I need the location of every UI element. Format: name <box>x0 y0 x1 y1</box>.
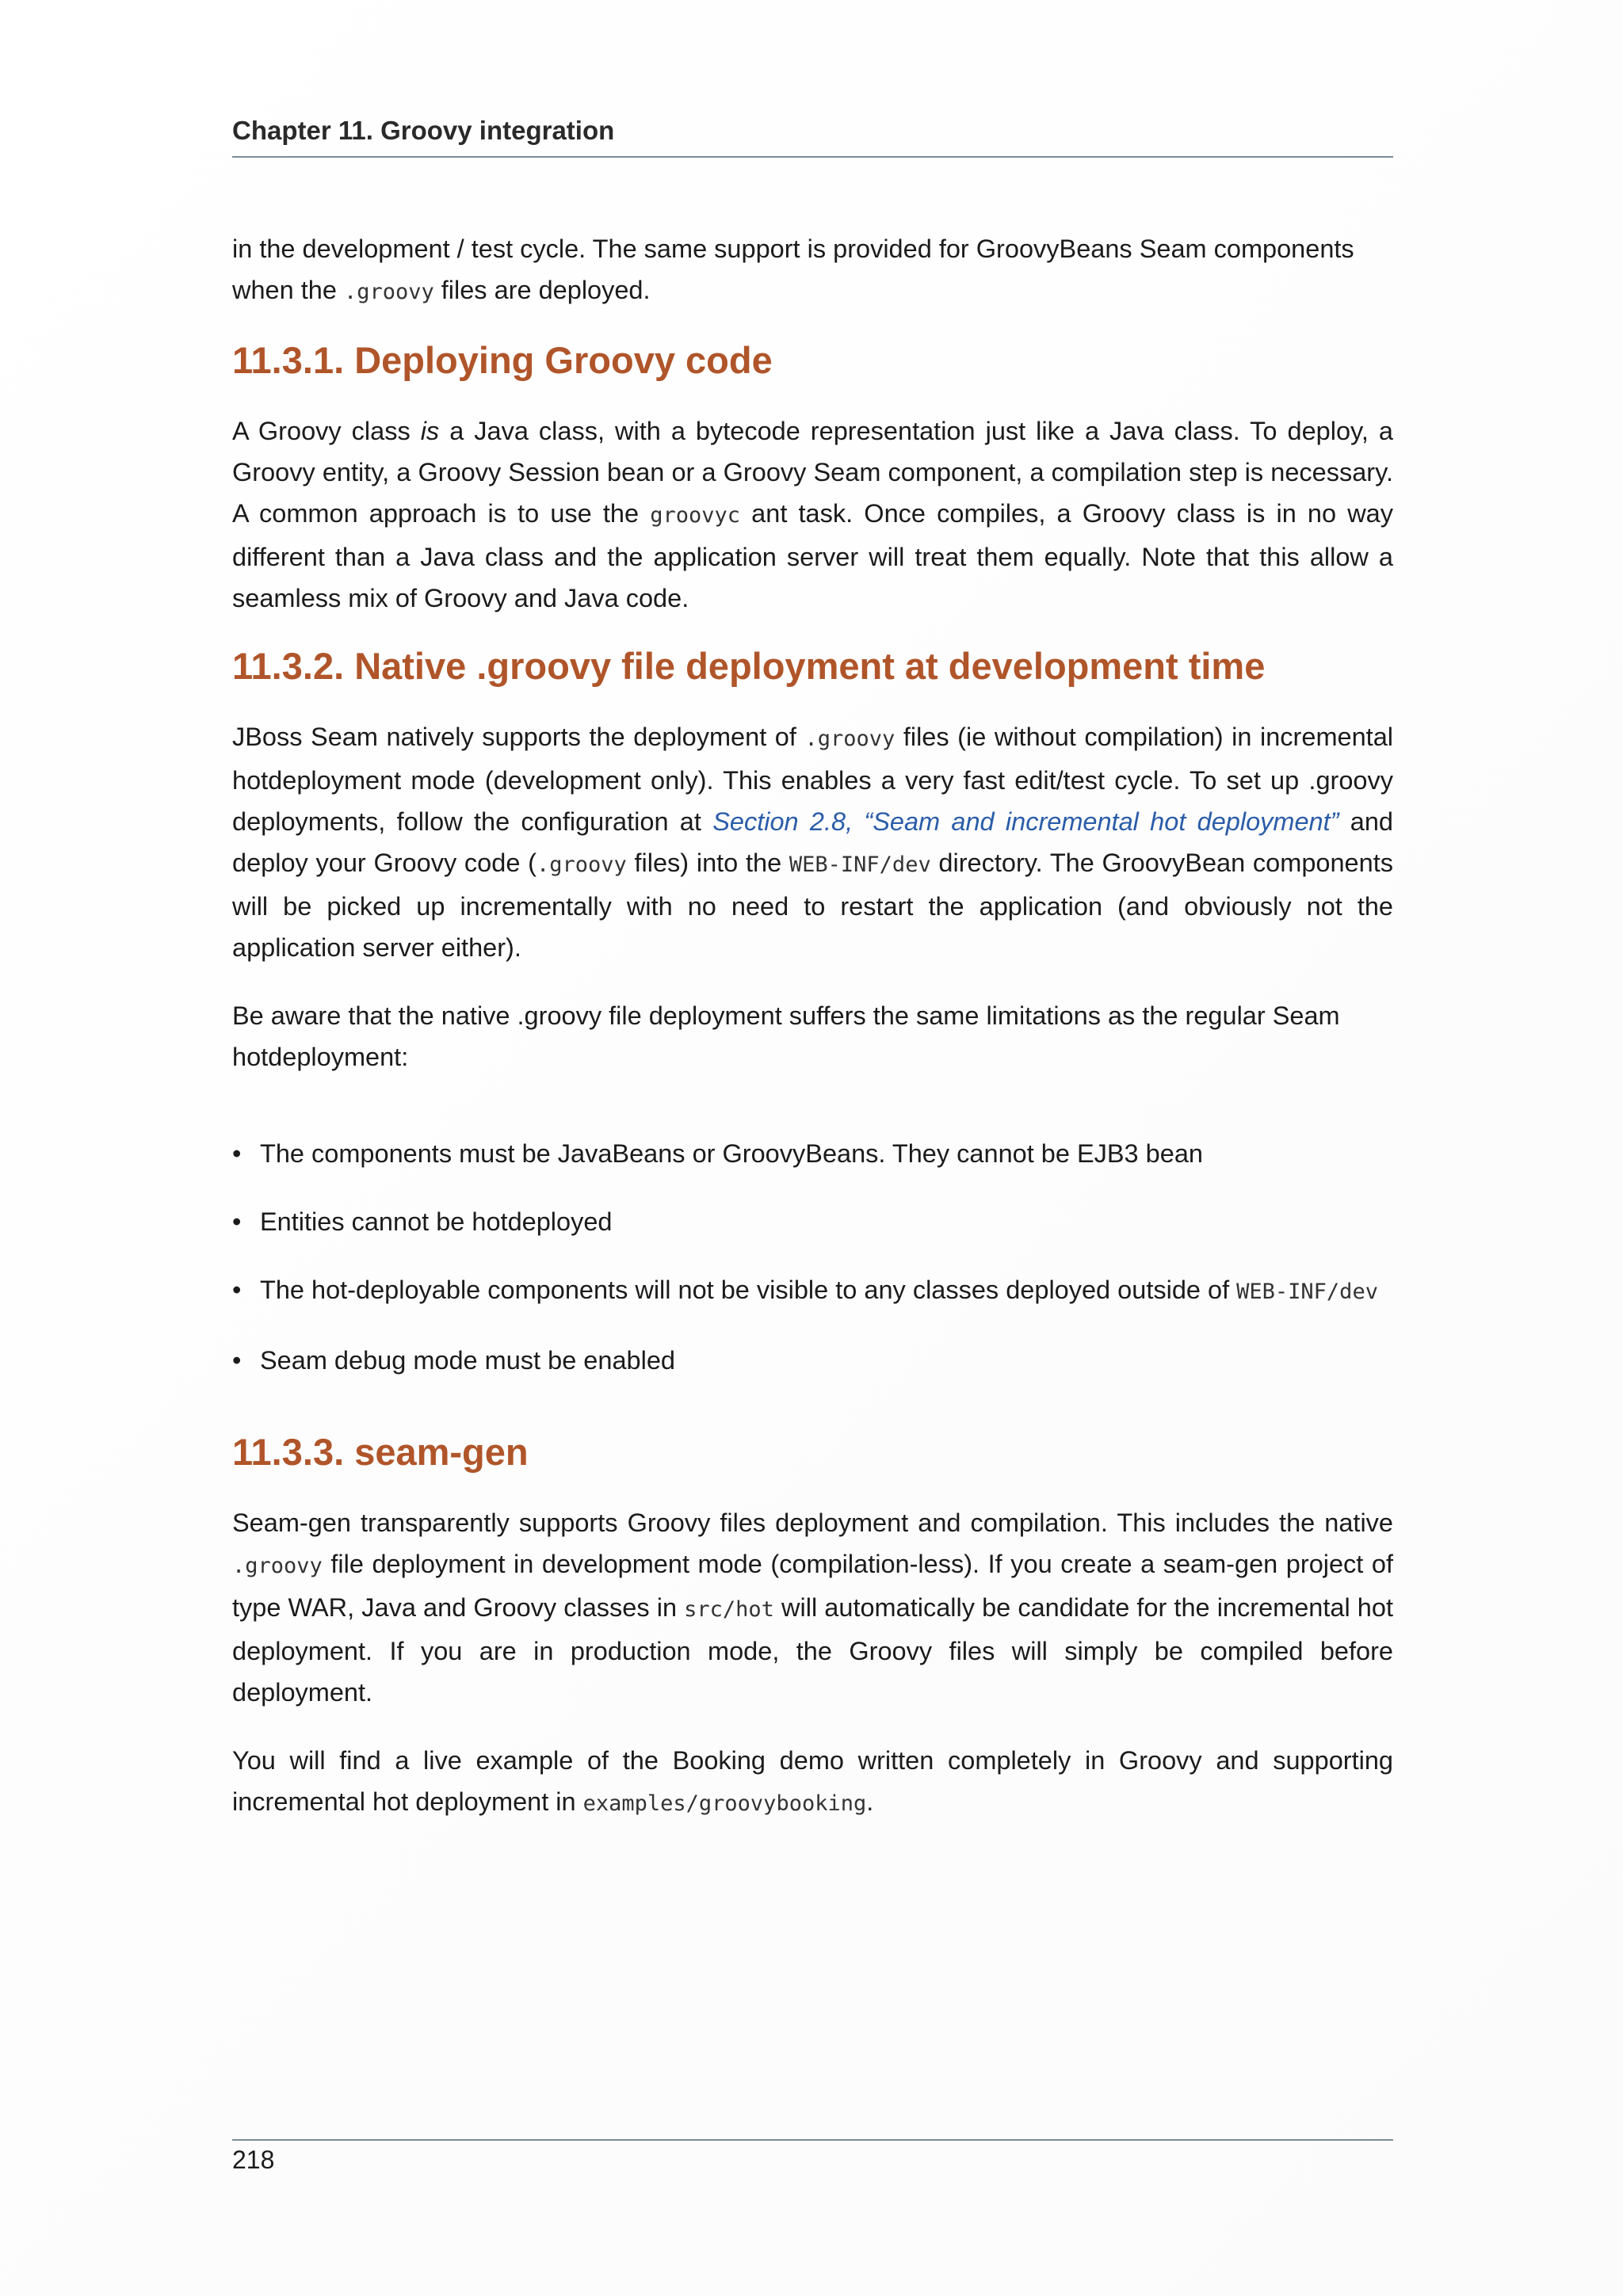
body-text: and deploy your Groovy code ( <box>232 807 1393 877</box>
list-item-text: The hot-deployable components will not be visible to any classes deployed outside of <box>260 1276 1237 1304</box>
chapter-header: Chapter 11. Groovy integration <box>232 116 615 145</box>
inline-code: WEB-INF/dev <box>1236 1280 1378 1304</box>
section-heading-native-groovy-deployment: 11.3.2. Native .groovy file deployment at development time <box>232 645 1266 687</box>
header-divider <box>232 156 1393 158</box>
list-item <box>232 1340 1393 1381</box>
section-2-paragraph-2: Be aware that the native .groovy file deployment suffers the same limitations as the regular Seam hotdeployment: <box>232 1001 1340 1071</box>
body-text: ant task. Once compiles, a Groovy class is in no way different than a Java class and the application server will treat them equally. Note that this allow a seamless mix of Groovy and Java code. <box>232 499 1394 612</box>
inline-code: .groovy <box>232 1554 323 1578</box>
body-text: files (ie without compilation) in incremental hotdeployment mode (development only). This enables a very fast edit/test cycle. To set up .groovy deployments, follow the configuration at <box>232 723 1393 836</box>
section-heading-deploying-groovy-code: 11.3.1. Deploying Groovy code <box>232 339 773 381</box>
intro-text: files are deployed. <box>433 276 651 304</box>
inline-code: WEB-INF/dev <box>789 852 931 877</box>
page-number: 218 <box>232 2145 275 2174</box>
bullet-icon: • <box>232 1207 242 1236</box>
section-2-paragraph-1 <box>232 716 1393 968</box>
footer-divider <box>232 2139 1393 2141</box>
list-item <box>232 1269 1393 1313</box>
bullet-icon: • <box>232 1346 242 1375</box>
section-1-paragraph <box>232 410 1393 619</box>
section-3-paragraph-2 <box>232 1740 1393 1825</box>
page-content <box>232 228 1393 1825</box>
body-text: files) into the <box>626 849 789 877</box>
list-item <box>232 1201 1393 1242</box>
body-text: Seam-gen transparently supports Groovy files deployment and compilation. This includes the native <box>232 1508 1393 1537</box>
section-2-8-link[interactable]: Section 2.8, “Seam and incremental hot deployment” <box>712 807 1339 836</box>
list-item <box>232 1133 1393 1174</box>
body-text: a Java class, with a bytecode representation just like a Java class. To deploy, a Groovy entity, a Groovy Session bean or a Groovy Seam component, a compilation step is necessary. A common approach is to use the <box>232 417 1393 528</box>
bullet-icon: • <box>232 1276 242 1304</box>
intro-line1: in the development / test cycle. The same support is provided for GroovyBeans Seam components <box>232 235 1354 263</box>
inline-code: .groovy <box>536 852 627 877</box>
inline-code: examples/groovybooking <box>582 1791 867 1816</box>
section-3-paragraph-1 <box>232 1502 1393 1713</box>
body-text: . <box>866 1787 874 1816</box>
body-text: JBoss Seam natively supports the deployment of <box>232 723 805 751</box>
body-text: will automatically be candidate for the incremental hot deployment. If you are in production mode, the Groovy files will simply be compiled before deployment. <box>232 1593 1393 1707</box>
bullet-icon: • <box>232 1139 242 1168</box>
inline-code: .groovy <box>343 280 434 304</box>
body-text: A Groovy class <box>232 417 421 445</box>
body-text: You will find a live example of the Booking demo written completely in Groovy and supporting incremental hot deployment in <box>232 1746 1393 1816</box>
emphasis-text: is <box>420 417 440 445</box>
body-text: file deployment in development mode (compilation-less). If you create a seam-gen project of type WAR, Java and Groovy classes in <box>232 1550 1393 1622</box>
list-item-text: The components must be JavaBeans or GroovyBeans. They cannot be EJB3 bean <box>260 1139 1203 1168</box>
inline-code: groovyc <box>650 503 741 528</box>
limitations-list <box>232 1133 1393 1381</box>
inline-code: src/hot <box>684 1597 774 1622</box>
list-item-text: Entities cannot be hotdeployed <box>260 1207 613 1236</box>
body-text: directory. The GroovyBean components will be picked up incrementally with no need to restart the application (and obviously not the application server either). <box>232 849 1393 962</box>
list-item-text: Seam debug mode must be enabled <box>260 1346 675 1375</box>
intro-text: when the <box>232 276 344 304</box>
section-heading-seam-gen: 11.3.3. seam-gen <box>232 1431 529 1473</box>
intro-paragraph <box>232 228 1393 313</box>
inline-code: .groovy <box>804 727 896 751</box>
